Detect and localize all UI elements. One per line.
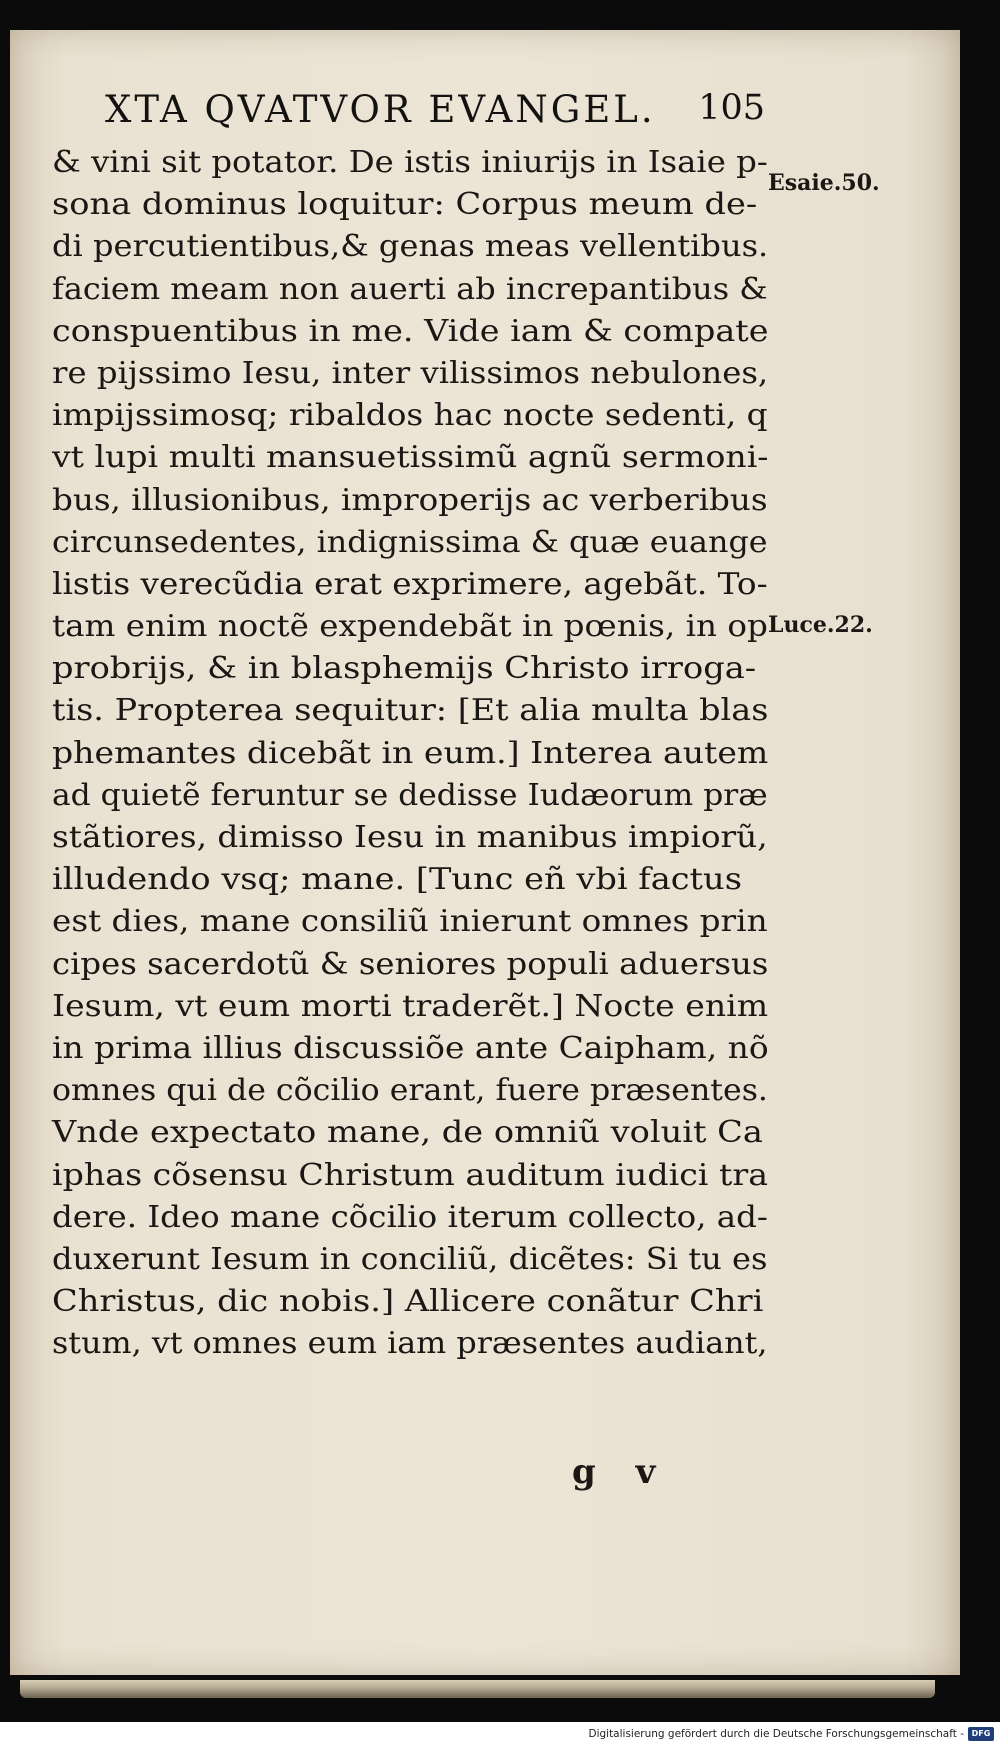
text-line: Iesum, vt eum morti traderẽt.] Nocte enim: [52, 988, 769, 1024]
running-head: [105, 88, 765, 138]
page-number: 105: [698, 88, 765, 128]
text-line: vt lupi multi mansuetissimũ agnũ sermoni-: [52, 440, 769, 476]
text-line: listis verecũdia erat exprimere, agebãt. To-: [52, 566, 768, 602]
text-line: Christus, dic nobis.] Allicere conãtur Chri: [52, 1284, 764, 1320]
text-line: bus, illusionibus, improperijs ac verberibus: [52, 482, 768, 518]
text-line: tis. Propterea sequitur: [Et alia multa blas: [52, 693, 769, 729]
digitization-footer: [0, 1722, 1000, 1747]
text-line: & vini sit potator. De istis iniurijs in Isaie p-: [52, 145, 768, 180]
text-line: conspuentibus in me. Vide iam & compate: [52, 313, 769, 349]
running-title: XTA QVATVOR EVANGEL.: [105, 88, 656, 131]
text-line: omnes qui de cõcilio erant, fuere præsentes.: [52, 1073, 768, 1109]
signature-mark: g v: [572, 1452, 670, 1492]
text-line: stãtiores, dimisso Iesu in manibus impiorũ,: [52, 820, 768, 855]
text-line: faciem meam non auerti ab increpantibus &: [52, 271, 768, 307]
text-line: cipes sacerdotũ & seniores populi aduersus: [52, 946, 769, 982]
text-line: re pijssimo Iesu, inter vilissimos nebulones,: [52, 355, 769, 391]
text-line: tam enim noctẽ expendebãt in pœnis, in op: [52, 609, 768, 645]
text-line: dere. Ideo mane cõcilio iterum collecto, ad-: [52, 1199, 768, 1235]
margin-note-esaie: Esaie.50.: [768, 170, 880, 196]
text-line: di percutientibus,& genas meas vellentibus.: [52, 229, 769, 265]
text-line: circunsedentes, indignissima & quæ euange: [52, 524, 768, 560]
text-line: ad quietẽ feruntur se dedisse Iudæorum præ: [52, 777, 768, 813]
text-line: probrijs, & in blasphemijs Christo irroga-: [52, 651, 757, 687]
text-line: stum, vt omnes eum iam præsentes audiant,: [52, 1326, 768, 1362]
page-bottom-edge: [20, 1680, 935, 1698]
text-line: impijssimosq; ribaldos hac nocte sedenti, q: [52, 398, 768, 434]
text-line: sona dominus loquitur: Corpus meum de-: [52, 187, 758, 223]
text-line: phemantes dicebãt in eum.] Interea autem: [52, 735, 769, 771]
text-line: est dies, mane consiliũ inierunt omnes prin: [52, 904, 768, 940]
text-line: Vnde expectato mane, de omniũ voluit Ca: [52, 1115, 763, 1151]
body-text: [52, 142, 772, 1365]
text-line: in prima illius discussiõe ante Caipham, nõ: [52, 1030, 769, 1066]
text-line: illudendo vsq; mane. [Tunc eñ vbi factus: [52, 862, 742, 898]
dfg-logo-icon: DFG: [968, 1727, 994, 1741]
text-line: duxerunt Iesum in conciliũ, dicẽtes: Si tu es: [52, 1241, 768, 1277]
text-line: iphas cõsensu Christum auditum iudici tra: [52, 1157, 769, 1193]
footer-credit: Digitalisierung gefördert durch die Deutsche Forschungsgemeinschaft -: [588, 1728, 964, 1740]
margin-note-luce: Luce.22.: [768, 612, 873, 638]
